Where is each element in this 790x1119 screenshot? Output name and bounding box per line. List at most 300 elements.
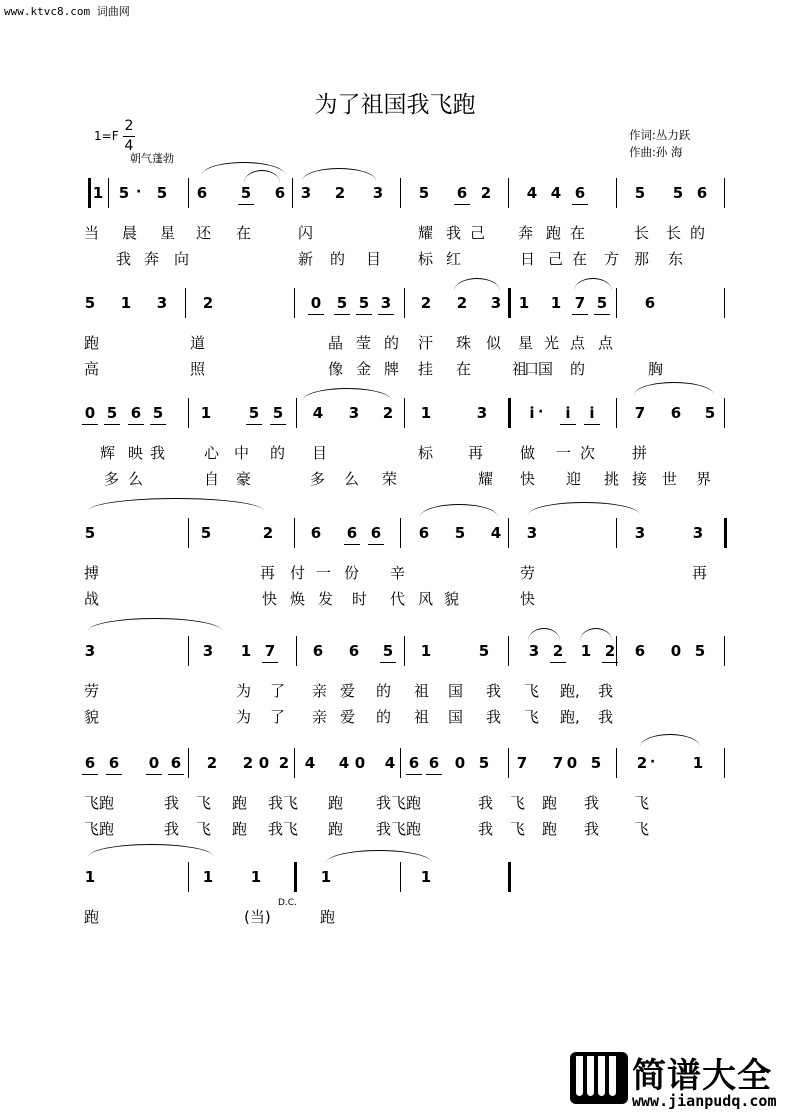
lyric-verse-1: 我 — [598, 682, 614, 700]
note: 2 — [382, 404, 394, 422]
lyric-verse-2: 胸 — [648, 360, 664, 378]
note: 1 — [420, 642, 432, 660]
lyric-verse-1: 劳 — [84, 682, 100, 700]
barline — [292, 178, 293, 208]
lyric-verse-2: 耀 — [478, 470, 494, 488]
note: 5 — [358, 294, 370, 312]
lyric-verse-1: 的 — [690, 224, 706, 242]
logo-text: 简谱大全 — [632, 1056, 772, 1096]
lyric-verse-2: 牌 — [384, 360, 400, 378]
note: 6 — [346, 524, 358, 542]
barline — [724, 288, 725, 318]
note: i — [529, 404, 535, 422]
barline — [616, 518, 617, 548]
lyric-verse-2: 飞 — [524, 708, 540, 726]
piano-icon — [570, 1052, 628, 1104]
lyric-verse-2: 荣 — [382, 470, 398, 488]
slur — [528, 628, 560, 641]
lyric-verse-2: 我 — [116, 250, 132, 268]
note: 4 — [550, 184, 562, 202]
lyric-verse-1: 跑 — [320, 908, 336, 926]
barline — [188, 862, 189, 892]
lyric-verse-2: 我飞跑 — [376, 820, 422, 838]
barline — [508, 398, 511, 428]
barline — [296, 636, 297, 666]
note: 3 — [300, 184, 312, 202]
notation-system — [0, 636, 706, 726]
lyric-verse-1: 还 — [196, 224, 212, 242]
lyric-verse-2: 东 — [668, 250, 684, 268]
lyric-verse-2: 爱 — [340, 708, 356, 726]
note: 3 — [348, 404, 360, 422]
note: 5 — [336, 294, 348, 312]
slur — [302, 168, 376, 181]
lyric-verse-2: 战 — [84, 590, 100, 608]
note: 2 — [604, 642, 616, 660]
note: 6 — [348, 642, 360, 660]
lyric-verse-1: 我 — [150, 444, 166, 462]
barline — [508, 518, 509, 548]
note: 0 — [148, 754, 160, 772]
lyric-verse-1: 标 — [418, 444, 434, 462]
lyric-verse-2: 飞 — [196, 820, 212, 838]
note: 5 — [418, 184, 430, 202]
lyric-verse-2: 么 — [344, 470, 360, 488]
note: 5 — [596, 294, 608, 312]
lyric-verse-2: 在 — [456, 360, 472, 378]
note: 0 — [310, 294, 322, 312]
note: 1 — [420, 868, 432, 886]
lyric-verse-1: 一 — [316, 564, 332, 582]
notation-system — [0, 518, 708, 608]
note: 5 — [106, 404, 118, 422]
barline — [188, 748, 189, 778]
slur — [420, 504, 498, 517]
barline — [724, 636, 725, 666]
note: 6 — [130, 404, 142, 422]
song-title: 为了祖国我飞跑 — [314, 92, 476, 118]
notation-system — [0, 178, 708, 268]
lyric-verse-1: 再 — [260, 564, 276, 582]
barline — [108, 178, 109, 208]
notation-system — [0, 862, 648, 952]
lyric-verse-2: 的 — [570, 360, 586, 378]
site-watermark: www.ktvc8.com 词曲网 — [4, 5, 130, 18]
lyric-verse-1: 飞 — [524, 682, 540, 700]
lyric-verse-1: 星 — [160, 224, 176, 242]
lyric-verse-1: 我 — [584, 794, 600, 812]
lyric-verse-2: 快 — [520, 590, 536, 608]
lyric-verse-2: 奔 — [144, 250, 160, 268]
lyric-verse-2: 我 — [598, 708, 614, 726]
lyric-verse-2: 我飞 — [268, 820, 299, 838]
lyric-verse-1: 跑 — [84, 334, 100, 352]
note: 5 — [672, 184, 684, 202]
note: 6 — [634, 642, 646, 660]
note: 6 — [456, 184, 468, 202]
lyric-verse-1: 再 — [468, 444, 484, 462]
note: 1 — [84, 868, 96, 886]
lyric-verse-1: 付 — [290, 564, 306, 582]
note: 2 — [202, 294, 214, 312]
augmentation-dot: · — [136, 184, 142, 200]
barline — [616, 398, 617, 428]
lyric-verse-2: 挑 — [604, 470, 620, 488]
lyric-verse-2: 快 — [520, 470, 536, 488]
note: 5 — [272, 404, 284, 422]
barline — [404, 636, 405, 666]
lyric-verse-2: 的 — [376, 708, 392, 726]
note: 0 — [258, 754, 270, 772]
lyric-verse-2: 金 — [356, 360, 372, 378]
lyric-verse-2: 标 — [418, 250, 434, 268]
lyric-verse-1: 目 — [312, 444, 328, 462]
note: 3 — [634, 524, 646, 542]
lyric-verse-1: 跑 — [546, 224, 562, 242]
time-top: 2 — [124, 118, 134, 134]
barline — [400, 748, 401, 778]
tempo-marking: 朝气蓬勃 — [130, 152, 174, 165]
lyric-verse-2: 那 — [634, 250, 650, 268]
lyricist: 作词:丛力跃 — [629, 128, 691, 142]
note: 5 — [84, 294, 96, 312]
lyric-verse-2: 国 — [538, 360, 554, 378]
slur — [574, 278, 612, 291]
note: 3 — [372, 184, 384, 202]
barline — [724, 178, 725, 208]
lyric-verse-1: 份 — [344, 564, 360, 582]
lyric-verse-1: 祖 — [414, 682, 430, 700]
lyric-verse-1: 搏 — [84, 564, 100, 582]
barline — [294, 862, 297, 892]
lyric-verse-2: 多 — [104, 470, 120, 488]
note: 4 — [384, 754, 396, 772]
note: 4 — [304, 754, 316, 772]
logo-url: www.jianpudq.com — [632, 1092, 777, 1110]
lyric-verse-2: 风 — [418, 590, 434, 608]
lyric-verse-2: 我 — [478, 820, 494, 838]
lyric-verse-1: 亲 — [312, 682, 328, 700]
lyric-verse-2: 日 — [520, 250, 536, 268]
note: 2 — [334, 184, 346, 202]
lyric-verse-2: 挂 — [418, 360, 434, 378]
lyric-verse-1: 耀 — [418, 224, 434, 242]
lyric-verse-2: 跑 — [328, 820, 344, 838]
lyric-verse-2: 祖 — [512, 360, 528, 378]
lyric-verse-1: 了 — [270, 682, 286, 700]
note: 2 — [420, 294, 432, 312]
note: 2 — [262, 524, 274, 542]
note: 6 — [196, 184, 208, 202]
lyric-verse-1: 国 — [448, 682, 464, 700]
lyric-verse-1: 再 — [692, 564, 708, 582]
note: 7 — [574, 294, 586, 312]
note: 2 — [278, 754, 290, 772]
barline — [294, 748, 295, 778]
lyric-verse-1: 为 — [236, 682, 252, 700]
lyric-verse-2: 口 — [524, 360, 540, 378]
note: 0 — [354, 754, 366, 772]
note: 5 — [382, 642, 394, 660]
note: 0 — [454, 754, 466, 772]
note: 3 — [156, 294, 168, 312]
barline — [188, 398, 189, 428]
lyric-verse-2: 己 — [548, 250, 564, 268]
slur — [88, 618, 222, 631]
lyric-verse-2: 亲 — [312, 708, 328, 726]
note: 7 — [552, 754, 564, 772]
note: 7 — [516, 754, 528, 772]
note: 6 — [644, 294, 656, 312]
note: 1 — [202, 868, 214, 886]
note: 5 — [248, 404, 260, 422]
lyric-verse-2: 貌 — [444, 590, 460, 608]
note: i — [562, 406, 574, 421]
note: 5 — [478, 642, 490, 660]
lyric-verse-1: 点 — [598, 334, 614, 352]
barline — [616, 178, 617, 208]
lyric-verse-2: 国 — [448, 708, 464, 726]
slur — [302, 388, 392, 401]
lyric-verse-2: 豪 — [236, 470, 252, 488]
barline — [188, 178, 189, 208]
note: 2 — [206, 754, 218, 772]
barline — [400, 862, 401, 892]
note: 6 — [310, 524, 322, 542]
lyric-verse-1: 飞 — [196, 794, 212, 812]
lyric-verse-1: 长 — [666, 224, 682, 242]
lyric-verse-1: 长 — [634, 224, 650, 242]
lyric-verse-1: 跑 — [328, 794, 344, 812]
barline — [188, 518, 189, 548]
barline — [508, 636, 509, 666]
lyric-verse-2: 照 — [190, 360, 206, 378]
augmentation-dot: · — [538, 404, 544, 420]
lyric-verse-1: 点 — [570, 334, 586, 352]
lyric-verse-2: 我 — [486, 708, 502, 726]
note: 6 — [574, 184, 586, 202]
lyric-verse-1: 爱 — [340, 682, 356, 700]
barline — [400, 178, 401, 208]
lyric-verse-2: 代 — [390, 590, 406, 608]
lyric-verse-1: 在 — [236, 224, 252, 242]
note: 2 — [480, 184, 492, 202]
note: 6 — [418, 524, 430, 542]
note: 1 — [92, 184, 104, 202]
note: 1 — [550, 294, 562, 312]
barline — [724, 518, 727, 548]
note: 5 — [84, 524, 96, 542]
slur — [640, 734, 700, 747]
lyric-verse-1: 映 — [128, 444, 144, 462]
note: 1 — [240, 642, 252, 660]
lyric-verse-2: 像 — [328, 360, 344, 378]
note: 3 — [476, 404, 488, 422]
note: 5 — [634, 184, 646, 202]
lyric-verse-1: 一 — [556, 444, 572, 462]
note: 5 — [704, 404, 716, 422]
note: 5 — [152, 404, 164, 422]
lyric-verse-2: 祖 — [414, 708, 430, 726]
note: 5 — [200, 524, 212, 542]
lyric-verse-2: 跑 — [232, 820, 248, 838]
notation-system — [0, 748, 704, 838]
lyric-verse-2: 飞 — [510, 820, 526, 838]
time-bottom: 4 — [124, 138, 134, 154]
lyric-verse-2: 发 — [318, 590, 334, 608]
note: 2 — [552, 642, 564, 660]
lyric-verse-2: 红 — [446, 250, 462, 268]
lyric-verse-2: 时 — [352, 590, 368, 608]
note: 5 — [590, 754, 602, 772]
lyric-verse-2: 接 — [632, 470, 648, 488]
note: 1 — [200, 404, 212, 422]
lyric-verse-1: 奔 — [518, 224, 534, 242]
note: 0 — [84, 404, 96, 422]
note: 3 — [528, 642, 540, 660]
note: 2 — [636, 754, 648, 772]
note: 6 — [408, 754, 420, 772]
note: 6 — [428, 754, 440, 772]
slur — [326, 850, 432, 863]
note: 4 — [526, 184, 538, 202]
barline — [508, 748, 509, 778]
barline — [508, 178, 509, 208]
lyric-verse-1: 光 — [544, 334, 560, 352]
site-logo — [568, 1048, 782, 1118]
lyric-verse-1: 我 — [486, 682, 502, 700]
note: 4 — [312, 404, 324, 422]
lyric-verse-1: 在 — [570, 224, 586, 242]
lyric-verse-2: 在 — [572, 250, 588, 268]
lyric-verse-1: 辉 — [100, 444, 116, 462]
lyric-verse-2: 焕 — [290, 590, 306, 608]
lyric-verse-1: 己 — [470, 224, 486, 242]
lyric-verse-2: 跑 — [542, 820, 558, 838]
lyric-verse-1: 我飞 — [268, 794, 299, 812]
note: 5 — [240, 184, 252, 202]
note: 1 — [692, 754, 704, 772]
lyric-verse-1: 似 — [486, 334, 502, 352]
lyric-verse-2: 飞 — [634, 820, 650, 838]
lyric-verse-2: 快 — [262, 590, 278, 608]
barline — [616, 748, 617, 778]
lyric-verse-1: 莹 — [356, 334, 372, 352]
barline — [404, 398, 405, 428]
lyric-verse-1: 晶 — [328, 334, 344, 352]
lyric-verse-1: 拼 — [632, 444, 648, 462]
lyric-verse-1: 的 — [270, 444, 286, 462]
note: 2 — [456, 294, 468, 312]
barline — [508, 288, 511, 318]
barline — [88, 178, 91, 208]
note: 6 — [170, 754, 182, 772]
note: 5 — [478, 754, 490, 772]
barline — [294, 288, 295, 318]
lyric-verse-2: 迎 — [566, 470, 582, 488]
slur — [528, 502, 640, 515]
composer: 作曲:孙 海 — [629, 145, 683, 159]
lyric-verse-2: 自 — [204, 470, 220, 488]
slur — [88, 498, 264, 511]
lyric-verse-1: 的 — [384, 334, 400, 352]
lyric-verse-1: 飞 — [510, 794, 526, 812]
note: 6 — [84, 754, 96, 772]
note: 3 — [490, 294, 502, 312]
notation-system — [0, 398, 716, 488]
note: 0 — [566, 754, 578, 772]
note: 5 — [454, 524, 466, 542]
lyric-verse-1: (当) — [244, 908, 271, 926]
lyric-verse-1: 星 — [518, 334, 534, 352]
barline — [616, 288, 617, 318]
note: 7 — [264, 642, 276, 660]
lyric-verse-1: 的 — [376, 682, 392, 700]
note: 3 — [692, 524, 704, 542]
note: 6 — [108, 754, 120, 772]
note: 6 — [670, 404, 682, 422]
note: 3 — [84, 642, 96, 660]
notation-system — [0, 288, 664, 378]
lyric-verse-2: 飞跑 — [84, 820, 115, 838]
note: 1 — [420, 404, 432, 422]
lyric-verse-2: 我 — [584, 820, 600, 838]
lyric-verse-1: 跑, — [560, 682, 580, 700]
lyric-verse-1: 晨 — [122, 224, 138, 242]
note: 6 — [370, 524, 382, 542]
lyric-verse-2: 多 — [310, 470, 326, 488]
lyric-verse-1: 跑 — [84, 908, 100, 926]
note: 4 — [490, 524, 502, 542]
lyric-verse-2: 貌 — [84, 708, 100, 726]
barline — [724, 748, 725, 778]
lyric-verse-2: 世 — [662, 470, 678, 488]
barline — [185, 288, 186, 318]
lyric-verse-1: 劳 — [520, 564, 536, 582]
lyric-verse-1: 闪 — [298, 224, 314, 242]
lyric-verse-1: 心 — [204, 444, 220, 462]
lyric-verse-1: 飞 — [634, 794, 650, 812]
lyric-verse-2: 跑, — [560, 708, 580, 726]
note: 1 — [250, 868, 262, 886]
lyric-verse-2: 的 — [330, 250, 346, 268]
lyric-verse-2: 界 — [696, 470, 712, 488]
lyric-verse-2: 么 — [128, 470, 144, 488]
augmentation-dot: · — [650, 754, 656, 770]
dc-marking: D.C. — [278, 898, 297, 908]
note: 3 — [380, 294, 392, 312]
note: 1 — [580, 642, 592, 660]
lyric-verse-1: 辛 — [390, 564, 406, 582]
note: i — [586, 406, 598, 421]
note: 6 — [312, 642, 324, 660]
lyric-verse-1: 我 — [478, 794, 494, 812]
lyric-verse-1: 做 — [520, 444, 536, 462]
lyric-verse-1: 汗 — [418, 334, 434, 352]
barline — [508, 862, 511, 892]
barline — [404, 288, 405, 318]
note: 3 — [526, 524, 538, 542]
slur — [88, 844, 214, 857]
note: 1 — [518, 294, 530, 312]
lyric-verse-2: 为 — [236, 708, 252, 726]
key-signature: 1=F — [94, 129, 119, 143]
lyric-verse-1: 飞跑 — [84, 794, 115, 812]
note: 7 — [634, 404, 646, 422]
note: 5 — [694, 642, 706, 660]
lyric-verse-1: 跑 — [232, 794, 248, 812]
note: 5 — [118, 184, 130, 202]
